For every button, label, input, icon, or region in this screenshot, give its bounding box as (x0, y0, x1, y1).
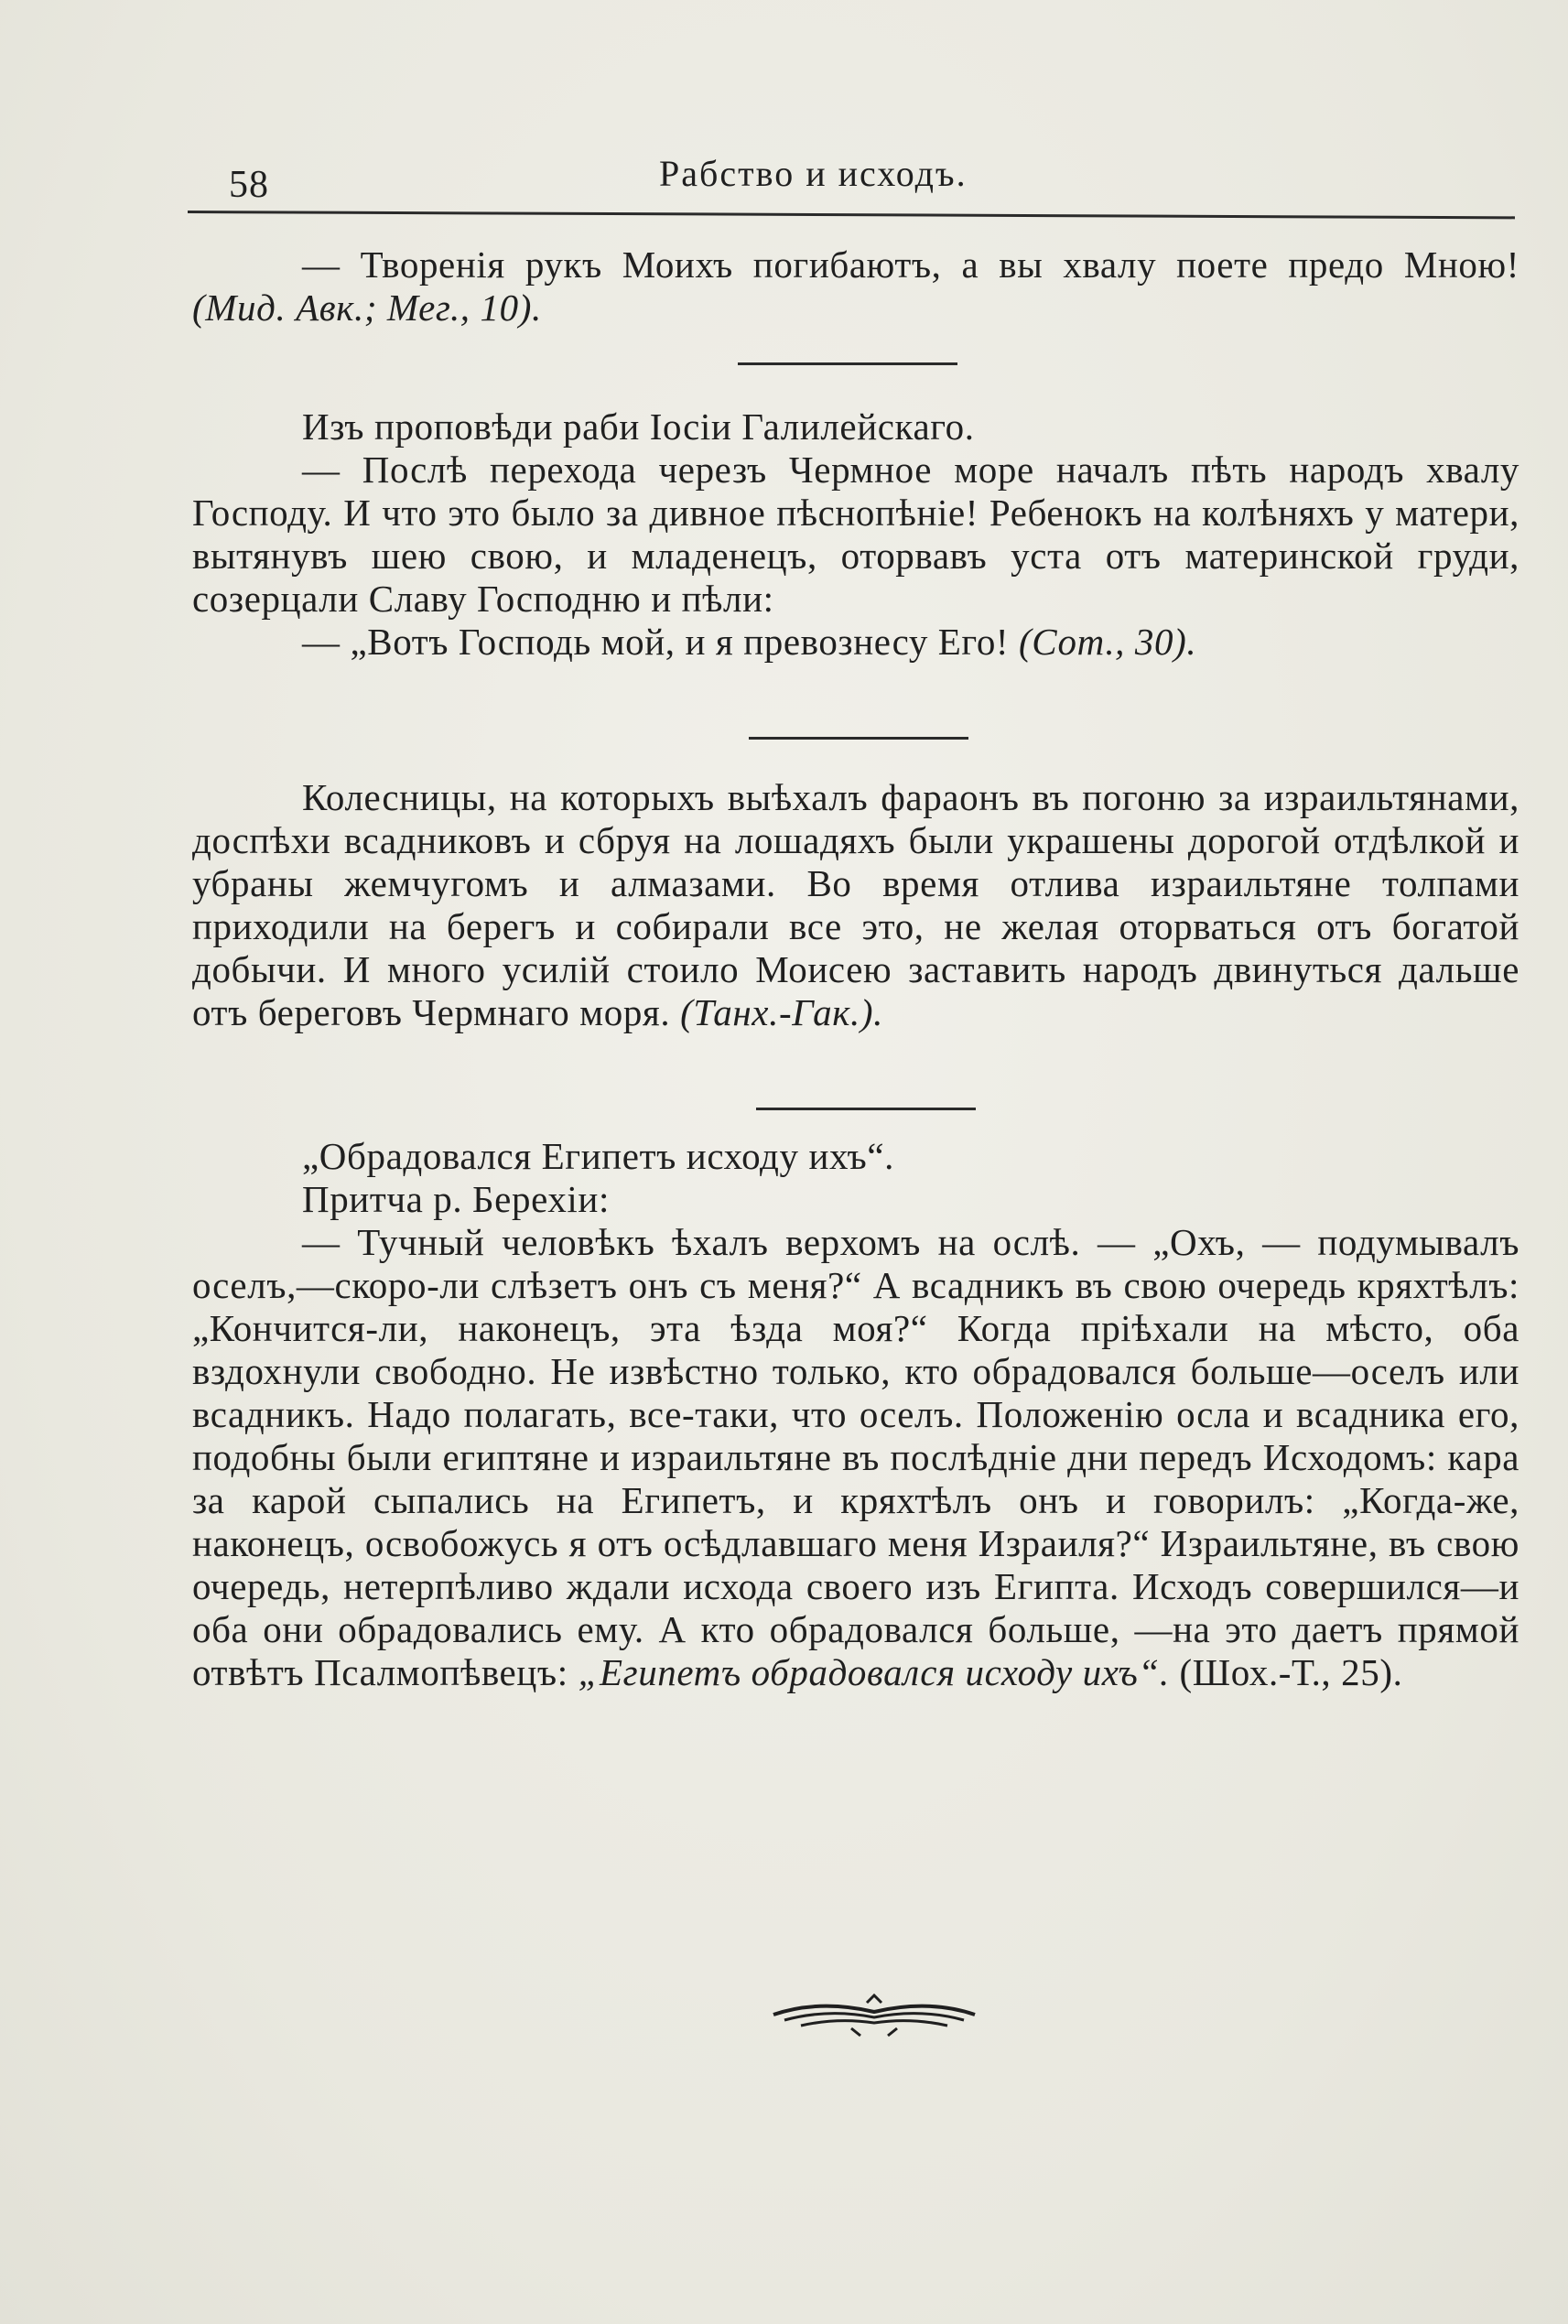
paragraph (192, 776, 1519, 1034)
page-header (188, 146, 1515, 211)
psalm-quote: „Египетъ обрадовался исходу ихъ“. (578, 1651, 1170, 1693)
ornament-icon (764, 1992, 984, 2038)
paragraph-text: — Творенія рукъ Моихъ погибаютъ, а вы хвалу поете предо Мною! (302, 243, 1519, 286)
source-reference: (Танх.-Гак.). (680, 991, 883, 1033)
header-rule (188, 211, 1515, 219)
source-reference: (Сот., 30). (1019, 621, 1197, 663)
sermon-intro: Изъ проповѣди раби Іосіи Галилейскаго. (302, 405, 975, 448)
source-reference: (Мид. Авк.; Мег., 10). (192, 286, 542, 329)
paragraph-text: — Тучный человѣкъ ѣхалъ верхомъ на ослѣ. — „Охъ, — подумывалъ оселъ,—скоро-ли слѣзетъ онъ съ меня?“ А всадникъ въ свою очередь кряхтѣлъ: „Кончится-ли, наконецъ, эта ѣзда моя?“ Когда пріѣхали на мѣсто, оба вздохнули свободно. Не извѣстно только, кто обрадовался больше—оселъ или всадникъ. Надо полагать, все-таки, что оселъ. Положенію осла и всадника его, подобны были египтяне и израильтяне въ послѣдніе дни передъ Исходомъ: кара за карой сыпались на Египетъ, и кряхтѣлъ онъ и говорилъ: „Когда-же, наконецъ, освобожусь я отъ осѣдлавшаго меня Израиля?“ Израильтяне, въ свою очередь, нетерпѣливо ждали исхода своего изъ Египта. Исходъ совершился—и оба они обрадовались ему. А кто обрадовался больше, —на это даетъ прямой отвѣтъ Псалмопѣвецъ: (192, 1221, 1519, 1693)
song-quote: — „Вотъ Господь мой, и я превознесу Его! (302, 621, 1010, 663)
paragraph-text: Колесницы, на которыхъ выѣхалъ фараонъ въ погоню за израильтянами, доспѣхи всадниковъ и сбруя на лошадяхъ были украшены дорогой отдѣлкой и убраны жемчугомъ и алмазами. Во время отлива израильтяне толпами приходили на берегъ и собирали все это, не желая оторваться отъ богатой добычи. И много усилій стоило Моисею заставить народъ двинуться дальше отъ береговъ Чермнаго моря. (192, 776, 1519, 1033)
section-divider (756, 1108, 976, 1110)
paragraph (192, 243, 1519, 330)
paragraph (192, 621, 1519, 664)
section-divider (738, 362, 957, 365)
source-reference: (Шох.-Т., 25). (1179, 1651, 1403, 1693)
sermon-body: — Послѣ перехода черезъ Чермное море началъ пѣть народъ хвалу Господу. И что это было за дивное пѣснопѣніе! Ребенокъ на колѣняхъ у матери, вытянувъ шею свою, и младенецъ, оторвавъ уста отъ материнской груди, созерцали Славу Господню и пѣли: (192, 449, 1519, 620)
section-divider (749, 737, 968, 740)
paragraph (192, 1221, 1519, 1694)
section-parable (192, 1135, 1519, 1694)
section-creation-quote (192, 243, 1519, 330)
section-subtitle: Притча р. Берехіи: (302, 1178, 610, 1220)
page-number: 58 (229, 164, 269, 206)
section-chariots (192, 776, 1519, 1034)
section-sermon (192, 405, 1519, 664)
section-title: „Обрадовался Египетъ исходу ихъ“. (302, 1135, 894, 1177)
running-title: Рабство и исходъ. (659, 153, 968, 194)
